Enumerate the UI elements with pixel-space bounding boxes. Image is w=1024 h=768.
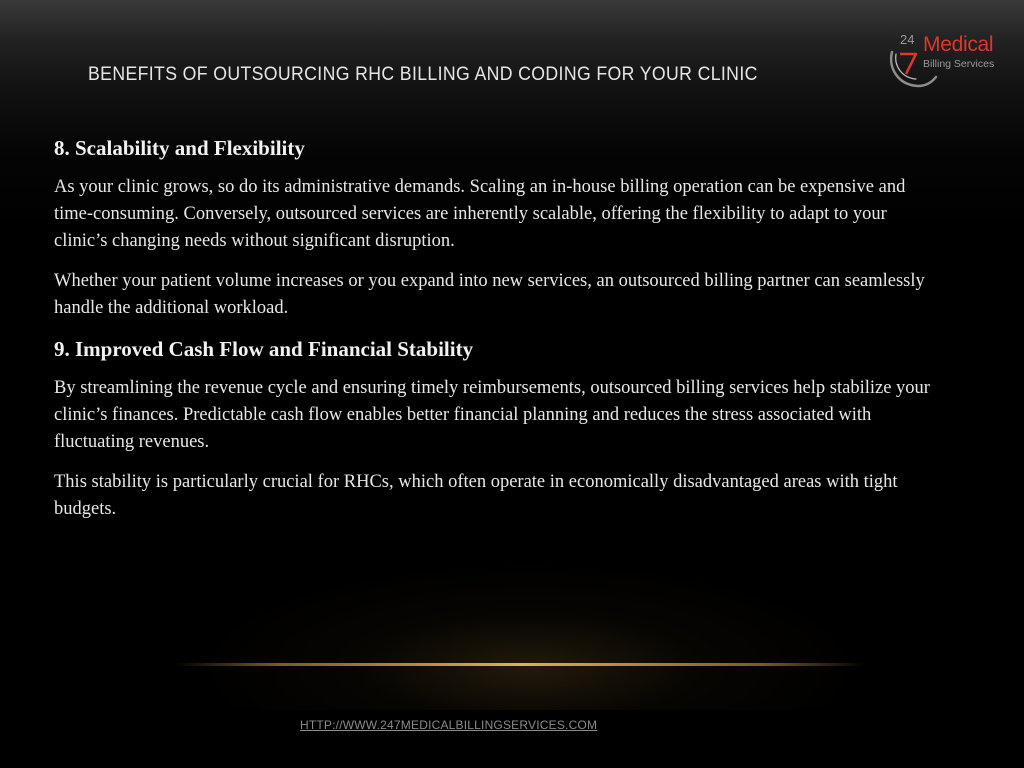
- slide-content: [54, 134, 944, 536]
- paragraph: By streamlining the revenue cycle and ensuring timely reimbursements, outsourced billing services help stabilize your clinic’s finances. Predictable cash flow enables better financial planning and reduces the stress associated with fluctuating revenues.: [54, 378, 930, 452]
- section-heading: 9. Improved Cash Flow and Financial Stability: [54, 337, 474, 361]
- paragraph: As your clinic grows, so do its administrative demands. Scaling an in-house billing operation can be expensive and time-consuming. Conversely, outsourced services are inherently scalable, offering the flexibility to adapt to your clinic’s changing needs without significant disruption.: [54, 177, 906, 251]
- website-link[interactable]: HTTP://WWW.247MEDICALBILLINGSERVICES.COM: [300, 718, 598, 732]
- company-logo: [886, 30, 1004, 92]
- logo-number: 24: [900, 32, 915, 47]
- gold-divider-line: [175, 663, 865, 666]
- logo-brand: Medical: [923, 33, 994, 56]
- logo-tagline: Billing Services: [923, 58, 995, 70]
- paragraph: This stability is particularly crucial for RHCs, which often operate in economically disadvantaged areas with tight budgets.: [54, 472, 898, 519]
- section-heading: 8. Scalability and Flexibility: [54, 136, 305, 160]
- slide-title: BENEFITS OF OUTSOURCING RHC BILLING AND CODING FOR YOUR CLINIC: [88, 64, 758, 85]
- bottom-glow: [190, 560, 870, 710]
- paragraph: Whether your patient volume increases or you expand into new services, an outsourced billing partner can seamlessly handle the additional workload.: [54, 271, 925, 318]
